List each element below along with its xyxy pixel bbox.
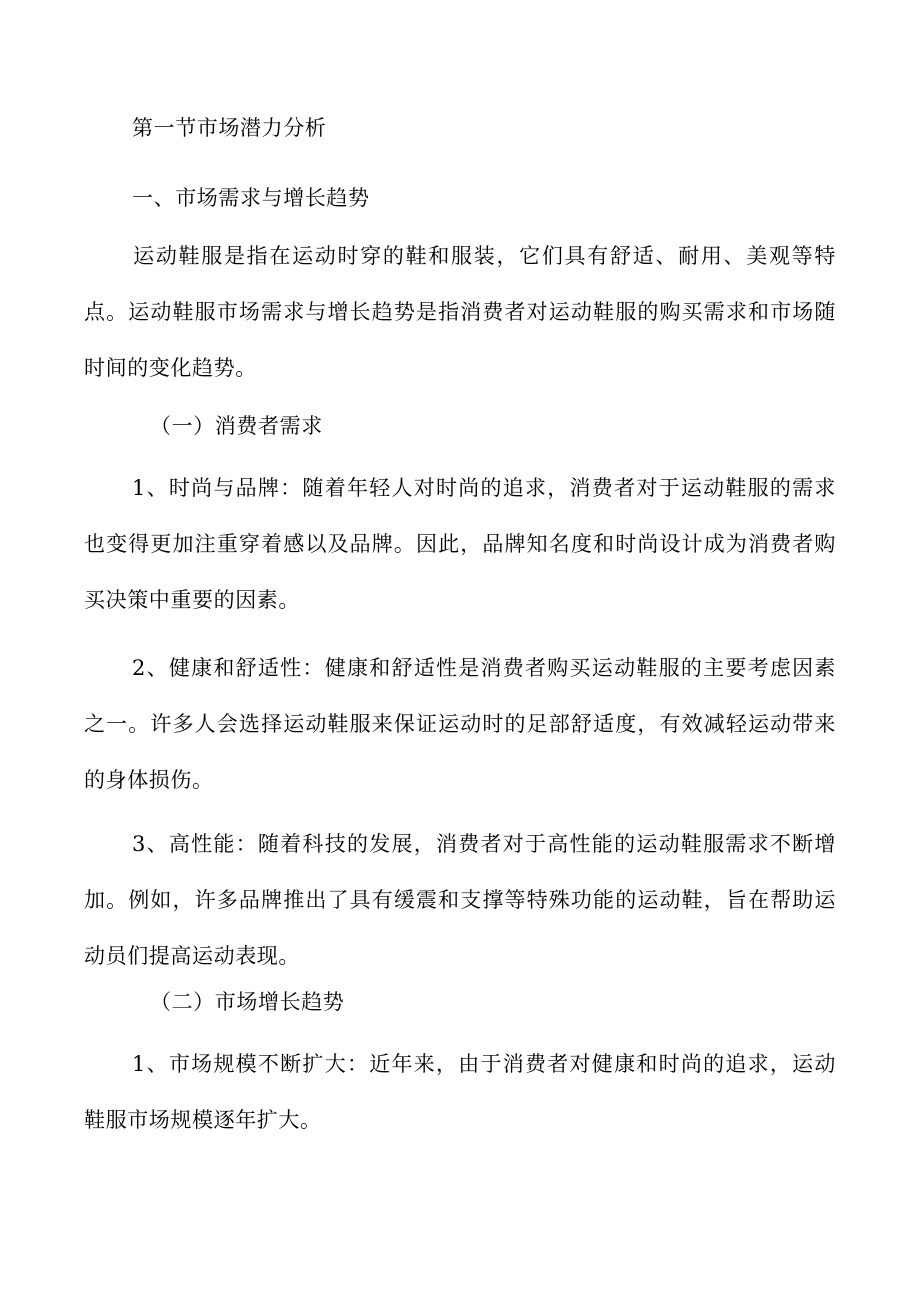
section-title: 第一节市场潜力分析 [132,116,327,140]
paragraph-fashion-brand [84,460,836,628]
paragraph-market-scale [84,1036,836,1148]
paragraph-market-scale-text: 1、市场规模不断扩大：近年来，由于消费者对健康和时尚的追求，运动鞋服市场规模逐年扩大。 [84,1052,836,1132]
subheading-market-growth: （二）市场增长趋势 [150,990,345,1014]
paragraph-health-comfort [84,640,836,808]
intro-text: 运动鞋服是指在运动时穿的鞋和服装，它们具有舒适、耐用、美观等特点。运动鞋服市场需求与增长趋势是指消费者对运动鞋服的购买需求和市场随时间的变化趋势。 [84,244,836,380]
paragraph-health-comfort-text: 2、健康和舒适性：健康和舒适性是消费者购买运动鞋服的主要考虑因素之一。许多人会选择运动鞋服来保证运动时的足部舒适度，有效减轻运动带来的身体损伤。 [84,656,836,792]
subheading-consumer-demand: （一）消费者需求 [150,414,323,438]
intro-paragraph [84,228,836,396]
paragraph-fashion-brand-text: 1、时尚与品牌：随着年轻人对时尚的追求，消费者对于运动鞋服的需求也变得更加注重穿着感以及品牌。因此，品牌知名度和时尚设计成为消费者购买决策中重要的因素。 [84,476,836,612]
paragraph-high-performance-text: 3、高性能：随着科技的发展，消费者对于高性能的运动鞋服需求不断增加。例如，许多品牌推出了具有缓震和支撑等特殊功能的运动鞋，旨在帮助运动员们提高运动表现。 [84,832,836,968]
heading-market-demand: 一、市场需求与增长趋势 [132,186,370,210]
paragraph-high-performance [84,816,836,984]
